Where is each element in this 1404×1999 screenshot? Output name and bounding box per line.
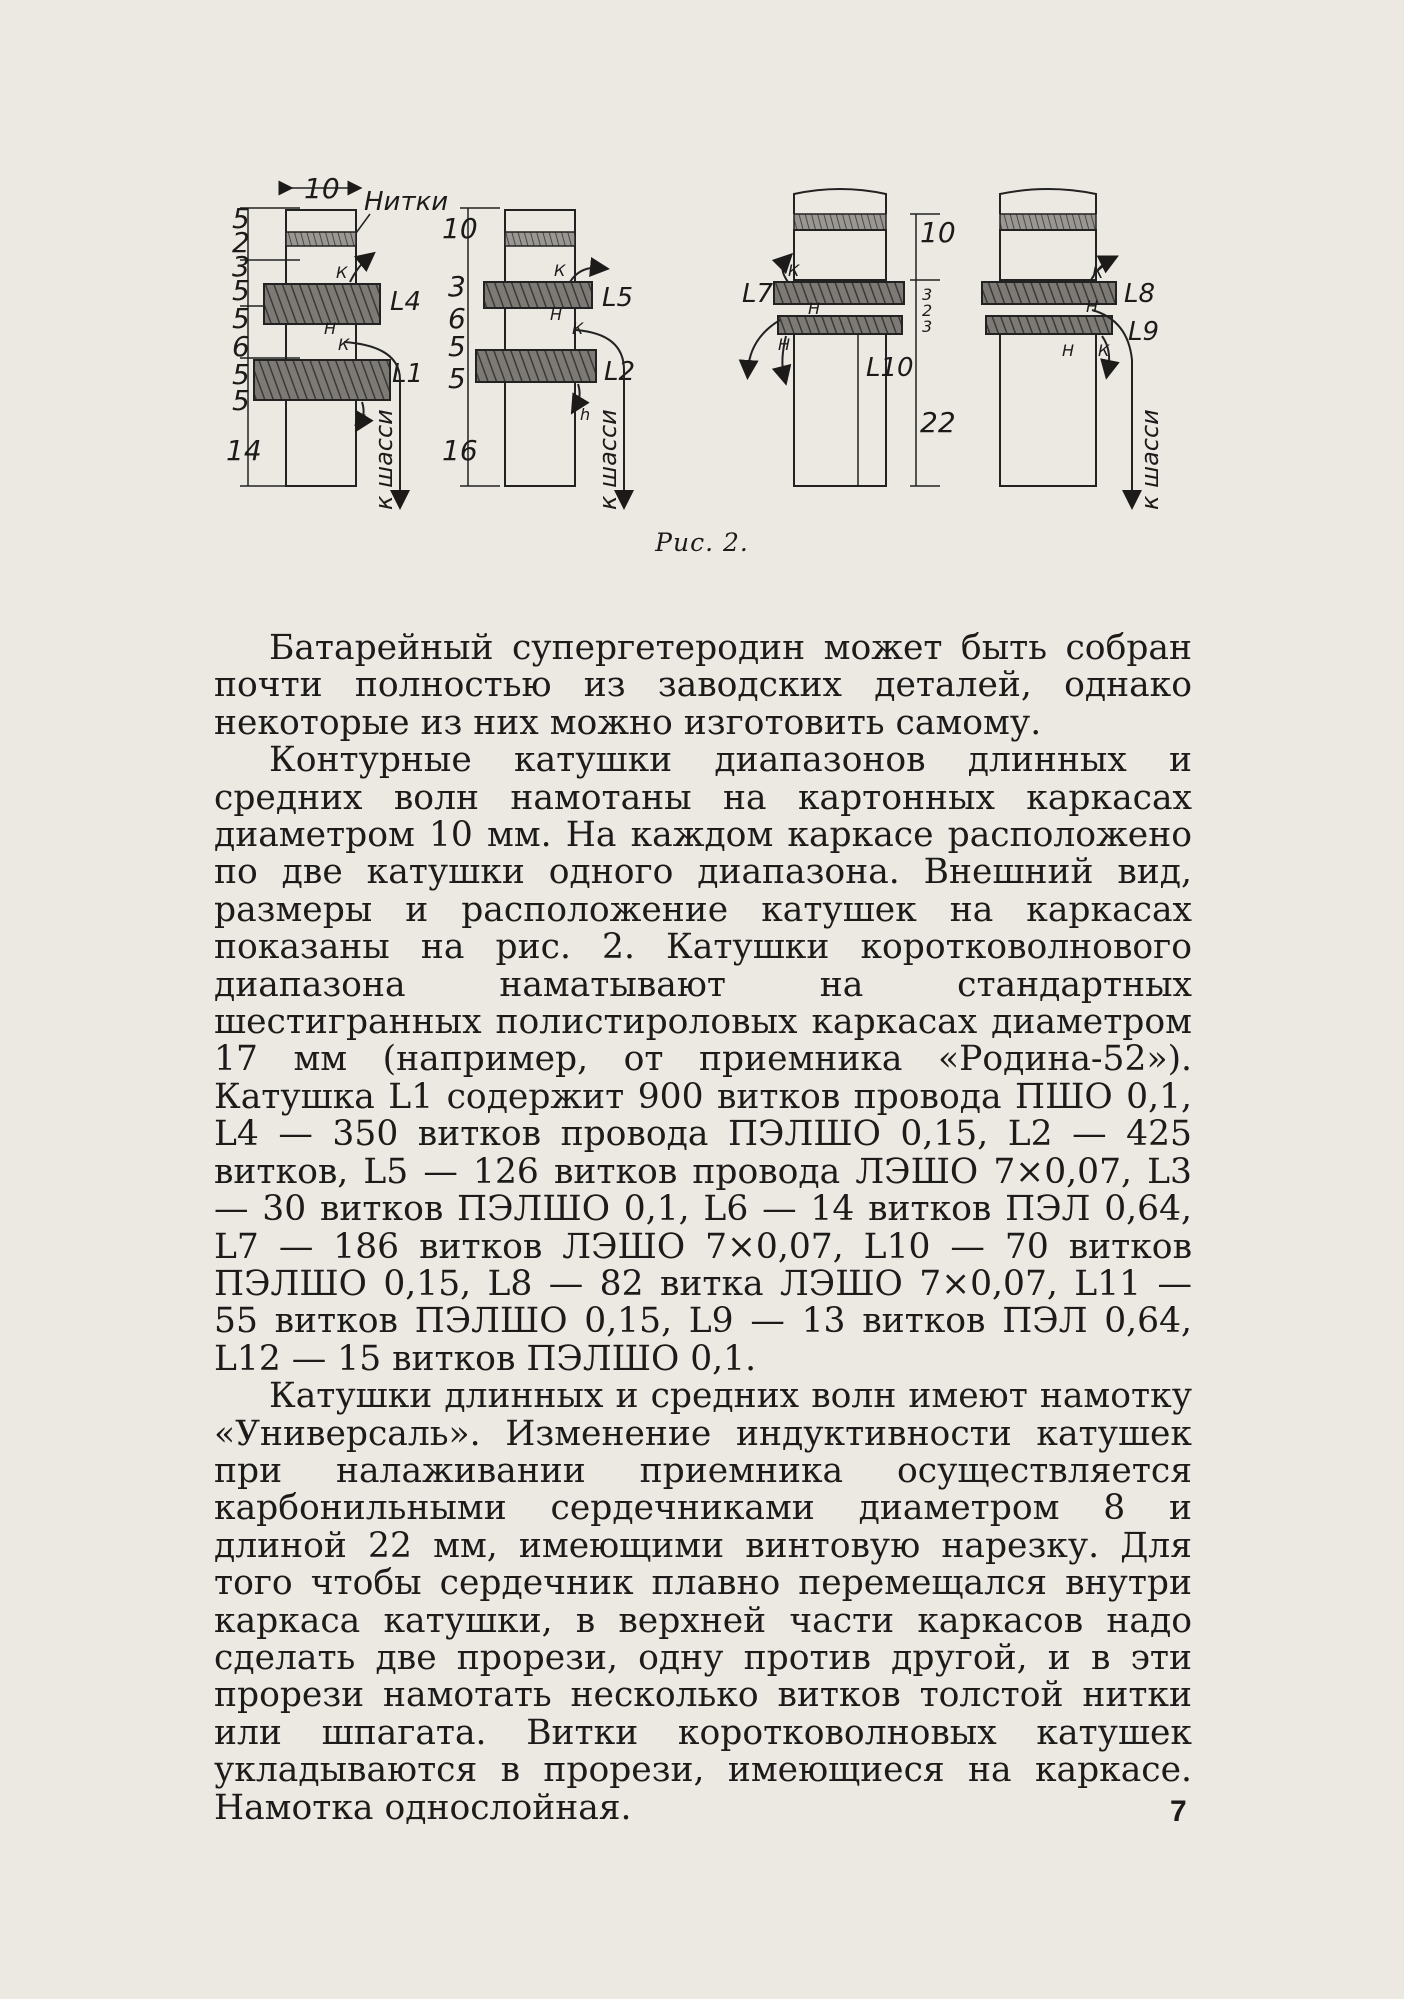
dim-1d: 5 (232, 274, 250, 307)
dim-1a: 5 (232, 202, 250, 235)
dimension-labels-form-2 (442, 212, 478, 467)
marker-n-5: Н (778, 335, 791, 354)
coil-l1 (254, 360, 390, 400)
dim-3c: 2 (922, 301, 933, 320)
dimension-labels-form-1 (226, 202, 262, 467)
figure-caption: Рис. 2. (655, 528, 749, 557)
thread-winding-1 (286, 232, 356, 246)
marker-k-6: К (1092, 263, 1104, 282)
dim-2c: 6 (448, 302, 466, 335)
marker-n-1: Н (324, 319, 337, 338)
dim-1i: 14 (226, 434, 262, 467)
paragraph-3: Катушки длинных и средних волн имеют намотку «Универсаль». Изменение индуктивности катушек при налаживании приемника осуществляется карбонильными сердечниками диаметром 8 и длиной 22 мм, имеющими винтовую нарезку. Для того чтобы сердечник плавно перемещался внутри каркаса катушки, в верхней части каркасов надо сделать две прорези, одну против другой, и в эти прорези намотать несколько витков толстой нитки или шпагата. Витки коротковолновых катушек укладываются в прорези, имеющиеся на каркасе. Намотка однослойная. (214, 1376, 1192, 1828)
coil-figure (226, 170, 1190, 510)
marker-h-1: h (580, 405, 591, 424)
dim-1c: 3 (232, 250, 250, 283)
marker-k-5: К (788, 261, 800, 280)
coil-l7 (774, 282, 904, 304)
dim-2b: 3 (448, 270, 466, 303)
coil-diagram (226, 170, 1190, 510)
dim-1g: 5 (232, 358, 250, 391)
to-chassis-3: к шасси (1136, 409, 1164, 510)
coil-l4 (264, 284, 380, 324)
dimension-labels-form-3 (910, 214, 956, 486)
coil-l2 (476, 350, 596, 382)
dim-2d: 5 (448, 330, 466, 363)
dim-3b: 3 (922, 285, 933, 304)
coil-l5-label: L5 (602, 283, 634, 313)
marker-k-7: К (1098, 341, 1110, 360)
marker-k-2: К (338, 335, 350, 354)
paragraph-1: Батарейный супергетеродин может быть собран почти полностью из заводских деталей, однако некоторые из них можно изготовить самому. (214, 628, 1192, 743)
dim-3a: 10 (920, 216, 956, 249)
coil-l4-label: L4 (390, 287, 422, 317)
coil-form-3 (742, 189, 914, 486)
marker-k-4: К (572, 319, 584, 338)
body-text (214, 630, 1192, 1827)
dim-1b: 2 (232, 226, 250, 259)
paragraph-2: Контурные катушки диапазонов длинных и средних волн намотаны на картонных каркасах диаметром 10 мм. На каждом каркасе расположено по две катушки одного диапазона. Внешний вид, размеры и расположение катушек на каркасах показаны на рис. 2. Катушки коротковолнового диапазона наматывают на стандартных шестигранных полистироловых каркасах диаметром 17 мм (например, от приемника «Родина-52»). Катушка L1 содержит 900 витков провода ПШО 0,1, L4 — 350 витков провода ПЭЛШО 0,15, L2 — 425 витков, L5 — 126 витков провода ЛЭШО 7×0,07, L3 — 30 витков ПЭЛШО 0,1, L6 — 14 витков ПЭЛ 0,64, L7 — 186 витков ЛЭШО 7×0,07, L10 — 70 витков ПЭЛШО 0,15, L8 — 82 витка ЛЭШО 7×0,07, L11 — 55 витков ПЭЛШО 0,15, L9 — 13 витков ПЭЛ 0,64, L12 — 15 витков ПЭЛШО 0,1. (214, 740, 1192, 1379)
to-chassis-2: к шасси (594, 409, 622, 510)
dim-1h: 5 (232, 384, 250, 417)
dim-2e: 5 (448, 362, 466, 395)
dim-3e: 22 (920, 406, 956, 439)
coil-form-2 (442, 208, 635, 510)
dim-3d: 3 (922, 317, 933, 336)
page-number: 7 (1170, 1795, 1187, 1828)
marker-n-3: Н (550, 305, 563, 324)
coil-l2-label: L2 (604, 357, 636, 387)
coil-form-4 (982, 189, 1164, 510)
thread-winding-2 (505, 232, 575, 246)
dim-2a: 10 (442, 212, 478, 245)
marker-n-6: Н (1086, 297, 1099, 316)
coil-l10 (778, 316, 902, 334)
coil-l7-label: L7 (742, 279, 774, 309)
thread-winding-4 (1000, 214, 1096, 230)
dim-1e: 5 (232, 302, 250, 335)
marker-k-1: К (336, 263, 348, 282)
coil-l10-label: L10 (866, 353, 914, 383)
dim-2f: 16 (442, 434, 478, 467)
coil-l1-label: L1 (392, 359, 424, 389)
marker-n-2: Н (354, 411, 367, 430)
coil-l9 (986, 316, 1112, 334)
marker-n-7: Н (1062, 341, 1075, 360)
threads-label: Нитки (364, 187, 449, 217)
marker-n-4: Н (808, 299, 821, 318)
marker-k-3: К (554, 261, 566, 280)
width-label: 10 (304, 172, 340, 205)
dim-1f: 6 (232, 330, 250, 363)
coil-l9-label: L9 (1128, 317, 1160, 347)
coil-form-1 (226, 172, 448, 510)
coil-l5 (484, 282, 592, 308)
coil-l8-label: L8 (1124, 279, 1156, 309)
to-chassis-1: к шасси (370, 409, 398, 510)
thread-winding-3 (794, 214, 886, 230)
